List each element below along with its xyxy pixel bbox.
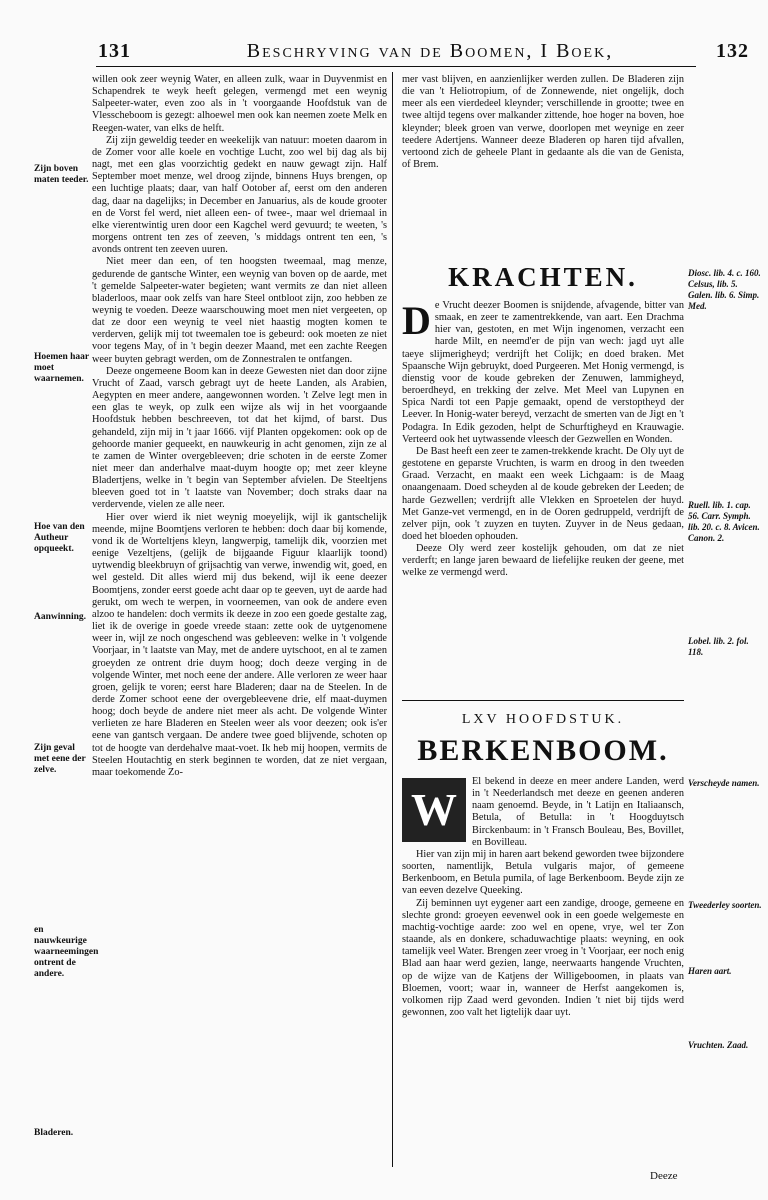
margin-note: Diosc. lib. 4. c. 160. Celsus, lib. 5. Galen. lib. 6. Simp. Med. (688, 268, 761, 311)
left-column (92, 74, 387, 779)
page-number-right: 132 (716, 40, 749, 62)
margin-note: Ruell. lib. 1. cap. 56. Carr. Symph. lib. 20. c. 8. Avicen. Canon. 2. (688, 500, 760, 543)
margin-note: Haren aart. (688, 966, 732, 976)
berkenboom-section (402, 776, 684, 1019)
drop-cap: D (402, 298, 431, 343)
catchword: Deeze (650, 1170, 678, 1182)
paragraph: De Vrucht deezer Boomen is snijdende, afvagende, bitter van smaak, en zeer te zamentrekkende, van aart. Een Drachma hier van, gestoten, en met Wijn ingenomen, verzacht een harde Milt, en neemd'er de pijn van wech: jagd uyt alle taeye slijmerigheyd; verdrijft het Colijk; en doed braken. Met Spaansche Wijn gebruykt, doed Purgeeren. Met Honig vermengd, is dienstig voor de koude gebreken der Zenuwen, lammigheyd, beroerdheyd, en trekking der zelve. Met Meel van Lupynen en Spica Nardi tot een Papje gemaakt, opend de verstoptheyd der Leever. In Honig-water bereyd, verzacht de smerten van de Jigt en 't Podagra. In Edik gezoden, helpt de Schurftigheyd en Krauwagie. Verteerd ook het uytwassende vleesch der Gezwellen en Wonden. (402, 298, 684, 445)
paragraph: Zij zijn geweldig teeder en weekelijk van natuur: moeten daarom in de Zomer voor alle koele en vochtige Lucht, zoo wel bij dag als bij nagt, met een glas voorzichtig gedekt en nauw gewagt zijn. Half September moet menze, wel droog zijnde, binnens Huys brengen, op een luchtige plaats; daar, van half Ootober af, eerst om den anderen dag, daar na dagelijks; in December en Januarius, als de koude grooter en de Vorst fel werd, niet alleen een- of twee-, maar wel driemaal in elke vierentwintig uren door een Kagchel werd gevuurd; te weeten, 's morgens ontrent ten zes of zeeven, 's middags ontrent ten een, 's avonds ontrent ten zeeven uuren. (92, 134, 387, 256)
margin-note: Hoemen haar moet waarnemen. (34, 352, 89, 384)
paragraph: De Bast heeft een zeer te zamen-trekkende kracht. De Oly uyt de gestotene en geparste Vruchten, is warm en droog in den tweeden Graad. Verzacht, en maakt een week Lichgaam: is de Maag onaangenaam. Doed scheyden al de koude gebreken der Leeden; de harde Gezwellen; verdrijft alle Vlekken en Sproetelen der huyd. Met Ganze-vet vermengd, en in de Ooren gedruppeld, verdrijft de zelver pijn, ook 't zuyzen en tuyten. Zuyver in de Neus gedaan, doed het bloeden ophouden. (402, 445, 684, 542)
chapter-label: LXV HOOFDSTUK. (461, 712, 625, 727)
header-rule (96, 66, 696, 67)
drop-cap-ornamental: W (402, 778, 466, 842)
column-divider (392, 72, 393, 1167)
paragraph: Deeze Oly werd zeer kostelijk gehouden, om dat ze niet verderft; en lange jaren bewaard de liefelijke reuken der geene, met welke ze vermengd werd. (402, 543, 684, 579)
margin-note: Aanwinning. (34, 612, 87, 622)
paragraph: W El bekend in deeze en meer andere Landen, werd in 't Neederlandsch met deeze en geenen anderen naam genoemd. Beyde, in 't Latijn en Italiaansch, Betula, of Betulla: in 't Hoogduytsch Birckenbaum: in 't Fransch Bouleau, Bes, Bovillet, en Bovilleau. (402, 776, 684, 849)
margin-note: Verscheyde namen. (688, 778, 760, 788)
paragraph: willen ook zeer weynig Water, en alleen zulk, waar in Duyvenmist en Schapendrek te weyk heeft gelegen, vermengd met een weynig Salpeeter-water, even zoo als in 't voorgaande Hoofdstuk van de Vlesscheboom is gezegt: alhoewel men ook kan neemen zoete Melk en Reegen-water, van elks de helft. (92, 74, 387, 134)
krachten-section (402, 300, 684, 580)
margin-note: Zijn boven maten teeder. (34, 164, 89, 185)
paragraph: Zij beminnen uyt eygener aart een zandige, drooge, gemeene en slechte grond: groeyen eevenwel ook in een goede welgemeste en machtig-vochtige aarde: zoo wel en opene, vrye, wel ter Zon staande, als en donkere, schaduwachtige plaats: weyning, en ook tamelijk veel Water. Brengen zeer vroeg in 't Voorjaar, eer noch enig Blad aan haar werd gezien, lange, neerwaarts hangende Vruchten, op de wijze van de Katjens der Willigeboomen, in plaats van Bloemen, voort; waar in, wanneer de Herfst aangekomen is, volkomen rijp Zaad werd gevonden. Indien 't niet bij tijds werd gewonnen, zoo valt het ligtelijk daar uyt. (402, 897, 684, 1018)
margin-note: Zijn geval met eene der zelve. (34, 743, 86, 775)
paragraph: Hier over wierd ik niet weynig moeyelijk, wijl ik gantschelijk meende, mijne Boomtjens verloren te hebben: doch daar bij komende, vond ik de Worteltjens kleyn, langwerpig, tamelijk dik, voorzien met eenige Vezeltjens, (gelijk de bijgaande Figuur klaarlijk toond) uytwendig bleekbruyn of grijsachtig van verwe, inwendig wit, goed, en wel gesteld. Dit alles wierd mij dus bekend, wijl ik eene deezer Boomtjens, zonder eerst goede acht daar op te geeven, uyt de aarde had gerukt, om wech te werpen, in voorneemen, van ook de andere even alzoo te handelen: doch vermits ik deeze in zoo een goede gestalte zag, liet ik de overige in goede vreede staan: zette ook de uytgenomene weer in, wijl ze noch ongeschend was gebleeven: welke in 't volgende Voorjaar, in 't laatste van May, met de andere uytschoot, en al te zamen groeyden ze ontrent drie duym hoog; doch deeze verging in de volgende Winter, met noch eene der andere. Alle verloren ze weer haar groen, gelijk te voren; eerst hare Bladeren; daar na de Steelen. In de derde Zomer schoot eene der overgebleevene drie, elf maat-duymen hoog; doch beyde de andere niet meer als acht. De volgende Winter verlieten ze hare Bladeren en Steelen weer als voor deezen; ook is'er eene van gantsch vergaan. De andere twee goed blijvende, schoten op tot de hoogte van derdehalve maat-voet. Ik heb mij hoopen, vermits de Steelen Houtachtig en sterk beginnen te worden, dat ze niet vergaan, maar toekomende Zo- (92, 511, 387, 778)
section-heading-krachten: KRACHTEN. (448, 262, 638, 292)
page-number-left: 131 (98, 40, 131, 62)
chapter-title: BERKENBOOM. (417, 734, 669, 767)
right-column-intro (402, 74, 684, 171)
paragraph: mer vast blijven, en aanzienlijker werden zullen. De Bladeren zijn die van 't Heliotropium, of de Zonnewende, niet ongelijk, doch meer als een vierdedeel kleynder; verschillende in grootte; twee en twee altijd tegens over malkander zittende, hoe hoger na boven, hoe kleynder; bleek groen van verwe, doorlopen met weynige en zeer teedere Adertjens. Wanneer deeze Bladeren op haren tijd afvallen, vertoond zich de geheele Plant in gedaante als die van de Genista, of Brem. (402, 74, 684, 171)
paragraph: Hier van zijn mij in haren aart bekend geworden twee bijzondere soorten, namentlijk, Betula vulgaris major, of gemeene Berkenboom, en Betula pumila, of lage Berkenboom. Beyde zijn ze van eeven dezelve Queeking. (402, 848, 684, 897)
margin-note: Bladeren. (34, 1128, 74, 1138)
section-rule (402, 700, 684, 701)
margin-note: Tweederley soorten. (688, 900, 762, 910)
margin-note: en nauwkeurige waarneemingen ontrent de andere. (34, 925, 99, 979)
running-header (0, 40, 768, 68)
running-title: Beschryving van de Boomen, I Boek, (246, 40, 614, 62)
margin-note: Hoe van den Autheur opqueekt. (34, 522, 85, 554)
margin-note: Lobel. lib. 2. fol. 118. (688, 636, 749, 657)
paragraph: Niet meer dan een, of ten hoogsten tweemaal, mag menze, gedurende de gantsche Winter, een weynig van boven op de aarde, met 't gemelde Salpeeter-water begieten; want vermits ze dan niet alleen bladerloos, maar ook zelfs van hare Steel ontbloot zijn, zoo hebben ze weynig te voeden. Deeze waarschouwing moet men niet vergeeten, op dat ze door een weynig te veel niet haastig mogten komen te verderven, gelijk mij tot tweemalen toe is gebeurd: ook moeten ze niet voor tegens May, of in 't begin deezer Maand, met een zachte Reegen weer buyten gebragt werden, om de Zonnestralen te ontfangen. (92, 256, 387, 365)
margin-note: Vruchten. Zaad. (688, 1040, 749, 1050)
paragraph: Deeze ongemeene Boom kan in deeze Gewesten niet dan door zijne Vrucht of Zaad, varsch gebragt uyt de heete Landen, als Arabien, Aegypten en meer andere, aangewonnen worden. 't Zelve legt men in een glas te weyk, op zulk een wijze als wij in het voorgaande Hoofdstuk hebben beschreeven, tot dat het kijmd, of barst. Dus gehandeld, zijn mij in 't jaar 1666. vijf Planten opgekomen: ook op de gehoorde manier gequeekt, en nauwkeurig in acht genomen, zijn ze al te zamen de Winter overgebleeven; drie schoten in de eerste Zomer niet meer dan anderhalve maat-duym hoogte op; met zeer kleyne Bladertjens, welke in 't begin van September afvielen. De Steeltjens bleeven goed tot in 't laatste van November; doch straks daar na verdervende, vielen ze alle neer. (92, 365, 387, 511)
